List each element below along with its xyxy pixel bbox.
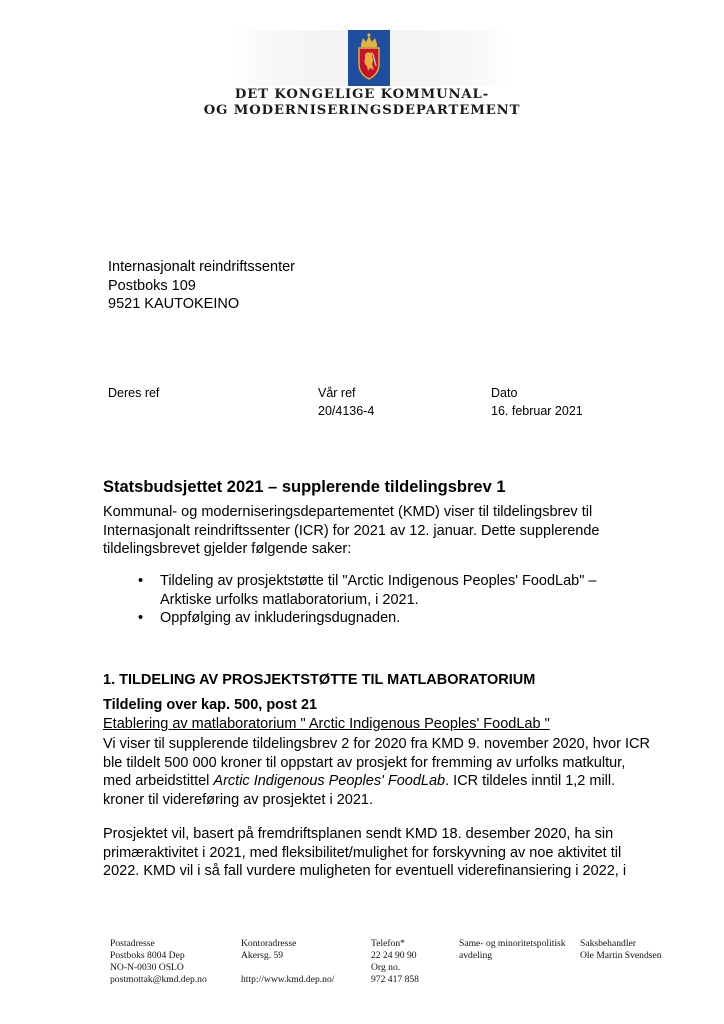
paragraph-line: primæraktivitet i 2021, med fleksibilitet/mulighet for forskyvning av noe aktivitet til [103, 844, 622, 861]
list-item-line: Tildeling av prosjektstøtte til "Arctic Indigenous Peoples' FoodLab" – [160, 573, 597, 589]
footer-label: Telefon* [371, 938, 405, 949]
recipient-postcode-city: 9521 KAUTOKEINO [108, 296, 240, 312]
footer-value: NO-N-0030 OSLO [110, 962, 184, 973]
footer-label: Kontoradresse [241, 938, 297, 949]
footer-value: Akersg. 59 [241, 950, 284, 961]
ministry-name-line-2: OG MODERNISERINGSDEPARTEMENT [203, 103, 521, 118]
list-item [138, 572, 638, 609]
recipient-address [108, 258, 295, 314]
intro-line: Internasjonalt reindriftssenter (ICR) for 2021 av 12. januar. Dette supplerende [103, 522, 600, 539]
footer-saksbehandler [580, 938, 662, 962]
paragraph-1 [103, 735, 673, 809]
deres-ref-label: Deres ref [108, 386, 160, 400]
footer-avdeling [459, 938, 566, 962]
project-title-part-a: Etablering av matlaboratorium " [103, 716, 309, 732]
bullet-icon: • [138, 610, 144, 626]
footer-label: Postadresse [110, 938, 155, 949]
paragraph-line [103, 772, 673, 791]
footer-value [241, 962, 334, 974]
royal-coat-of-arms-icon [348, 30, 390, 86]
topics-list [138, 572, 638, 628]
paragraph-line: 2022. KMD vil i så fall vurdere muligheten for eventuell viderefinansiering i 2022, i [103, 863, 627, 879]
footer-value: Postboks 8004 Dep [110, 950, 185, 961]
footer-website: http://www.kmd.dep.no/ [241, 974, 335, 985]
footer-label: avdeling [459, 950, 493, 961]
intro-line: tildelingsbrevet gjelder følgende saker: [103, 541, 352, 557]
intro-paragraph [103, 503, 673, 559]
footer-email: postmottak@kmd.dep.no [110, 974, 207, 985]
var-ref-value: 20/4136-4 [318, 404, 375, 418]
var-ref-label: Vår ref [318, 386, 356, 400]
footer-kontoradresse [241, 938, 334, 986]
date-value: 16. februar 2021 [491, 404, 583, 418]
intro-line: Kommunal- og moderniseringsdepartementet (KMD) viser til tildelingsbrev til [103, 504, 593, 520]
list-item [138, 609, 638, 628]
bullet-icon: • [138, 573, 144, 589]
paragraph-line: Vi viser til supplerende tildelingsbrev 2 for 2020 fra KMD 9. november 2020, hvor ICR [103, 736, 650, 752]
footer-label: Org no. [371, 962, 401, 973]
section-1-heading: 1. TILDELING AV PROSJEKTSTØTTE TIL MATLABORATORIUM [103, 672, 536, 688]
section-1-subheading: Tildeling over kap. 500, post 21 [103, 697, 318, 713]
paragraph-line: Prosjektet vil, basert på fremdriftsplanen sendt KMD 18. desember 2020, ha sin [103, 826, 614, 842]
paragraph-text: med arbeidstittel [103, 773, 214, 789]
project-working-title: Arctic Indigenous Peoples' FoodLab [213, 773, 446, 789]
footer-telefon [371, 938, 419, 986]
paragraph-text: . ICR tildeles inntil 1,2 mill. [445, 773, 616, 789]
recipient-name: Internasjonalt reindriftssenter [108, 259, 295, 275]
footer-value: 22 24 90 90 [371, 950, 417, 961]
list-item-line: Oppfølging av inkluderingsdugnaden. [160, 610, 401, 626]
paragraph-line: ble tildelt 500 000 kroner til oppstart av prosjekt for fremming av urfolks matkultur, [103, 754, 626, 771]
ministry-name-line-1: DET KONGELIGE KOMMUNAL- [234, 87, 490, 102]
project-title-part-b: Arctic Indigenous Peoples' FoodLab " [308, 716, 550, 732]
section-1-project-title [103, 716, 550, 732]
footer-value: Ole Martin Svendsen [580, 950, 662, 961]
footer-label: Saksbehandler [580, 938, 636, 949]
recipient-postbox: Postboks 109 [108, 277, 196, 294]
footer-postadresse [110, 938, 207, 986]
letterhead [0, 28, 724, 120]
date-label: Dato [491, 386, 518, 400]
list-item-line: Arktiske urfolks matlaboratorium, i 2021. [160, 591, 419, 608]
paragraph-2 [103, 825, 673, 881]
footer-label: Same- og minoritetspolitisk [459, 938, 566, 949]
letter-title: Statsbudsjettet 2021 – supplerende tildelingsbrev 1 [103, 478, 506, 496]
footer-value: 972 417 858 [371, 974, 419, 985]
paragraph-line: kroner til videreføring av prosjektet i 2021. [103, 791, 373, 808]
